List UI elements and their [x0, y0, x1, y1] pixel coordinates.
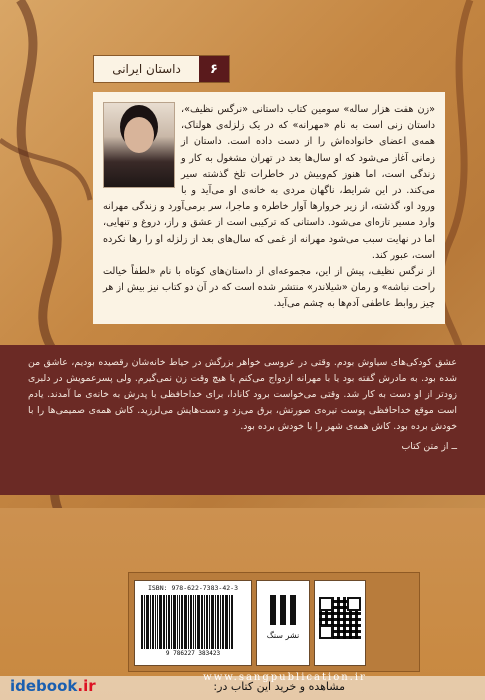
publisher-name: نشر سنگ — [266, 631, 300, 640]
barcode-bars — [141, 595, 245, 649]
qr-corner-icon — [319, 625, 333, 639]
excerpt-source: ــ از متن کتاب — [401, 441, 457, 452]
blurb-box — [93, 92, 445, 324]
author-photo-face — [124, 117, 154, 153]
blurb-paragraph-1: «زن هفت هزار ساله» سومین کتاب داستانی «نرگس نظیف»، داستان زنی است به نام «مهرانه» که در یک زلزله‌ی هولناک، همه‌ی اعضای خانواده‌اش را از دست داده است. داستان از زمانی آغاز می‌شود که او سال‌ها بعد در تهران مشغول به کار و زندگی است، اما هنوز کم‌وبیش در خاطرات تلخ گذشته سیر می‌کند. در این شرایط، ناگهان مردی به خانه‌ی او می‌آید و با ورود او، گذشته، از زیر خروارها آوار خاطره و ماجرا، سر برمی‌آورد و زندگی مهرانه وارد مسیر تازه‌ای می‌شود. داستانی که ترکیبی است از عشق و راز، دروغ و تنهایی، اما در نهایت سبب می‌شود مهرانه از غمی که سال‌های بعد از زلزله او را رها نکرده است، عبور کند. — [103, 104, 435, 261]
barcode — [134, 580, 252, 666]
blurb-paragraph-2: از نرگس نظیف، پیش از این، مجموعه‌ای از داستان‌های کوتاه با نام «لطفاً خیالت راحت نباشه» و رمان «شیلاندر» منتشر شده است که در آن دو کتاب نیز بیش از هر چیز روابط عاطفی آدم‌ها به چشم می‌آید. — [103, 266, 435, 310]
series-number: ۶ — [199, 56, 229, 82]
idebook-logo-tld: .ir — [77, 677, 96, 695]
barcode-digits: 9 786227 383423 — [165, 650, 221, 657]
watermark-bar[interactable] — [0, 676, 485, 700]
watermark-cta[interactable]: مشاهده و خرید این کتاب در: — [213, 680, 345, 693]
qr-corner-icon — [347, 597, 361, 611]
excerpt-box — [0, 345, 485, 495]
publisher-logo-icon — [270, 595, 296, 625]
series-title: داستان ایرانی — [112, 62, 181, 76]
series-label — [93, 55, 230, 83]
author-photo — [103, 102, 175, 188]
isbn-text: ISBN: 978-622-7383-42-3 — [147, 584, 238, 592]
idebook-logo[interactable] — [10, 677, 96, 695]
idebook-logo-text: idebook — [10, 677, 78, 695]
excerpt-text: عشق کودکی‌های سیاوش بودم. وقتی در عروسی خواهر بزرگش در حیاط خانه‌شان رقصیده بودیم، عاشق من شده بود. به مادرش گفته بود یا با مهرانه ازدواج می‌کنم یا هیچ وقت زن نمی‌گیرم. ولی پسرعمویش در دلبری زودتر از او دست به کار شد. وقتی می‌خواست برود کانادا، برای خداحافظی با پدرش به خانه‌ی ما آمدند. یادم است موقع خداحافظی پوست تیره‌ی صورتش، برق می‌زد و دست‌هایش می‌لرزید. کاش همه‌ی صمیمی‌ها را با خودش برده بود. کاش همه‌ی شهر را با خودش برده بود. — [28, 357, 457, 432]
publisher-logo — [256, 580, 310, 666]
qr-corner-icon — [319, 597, 333, 611]
qr-code — [314, 580, 366, 666]
